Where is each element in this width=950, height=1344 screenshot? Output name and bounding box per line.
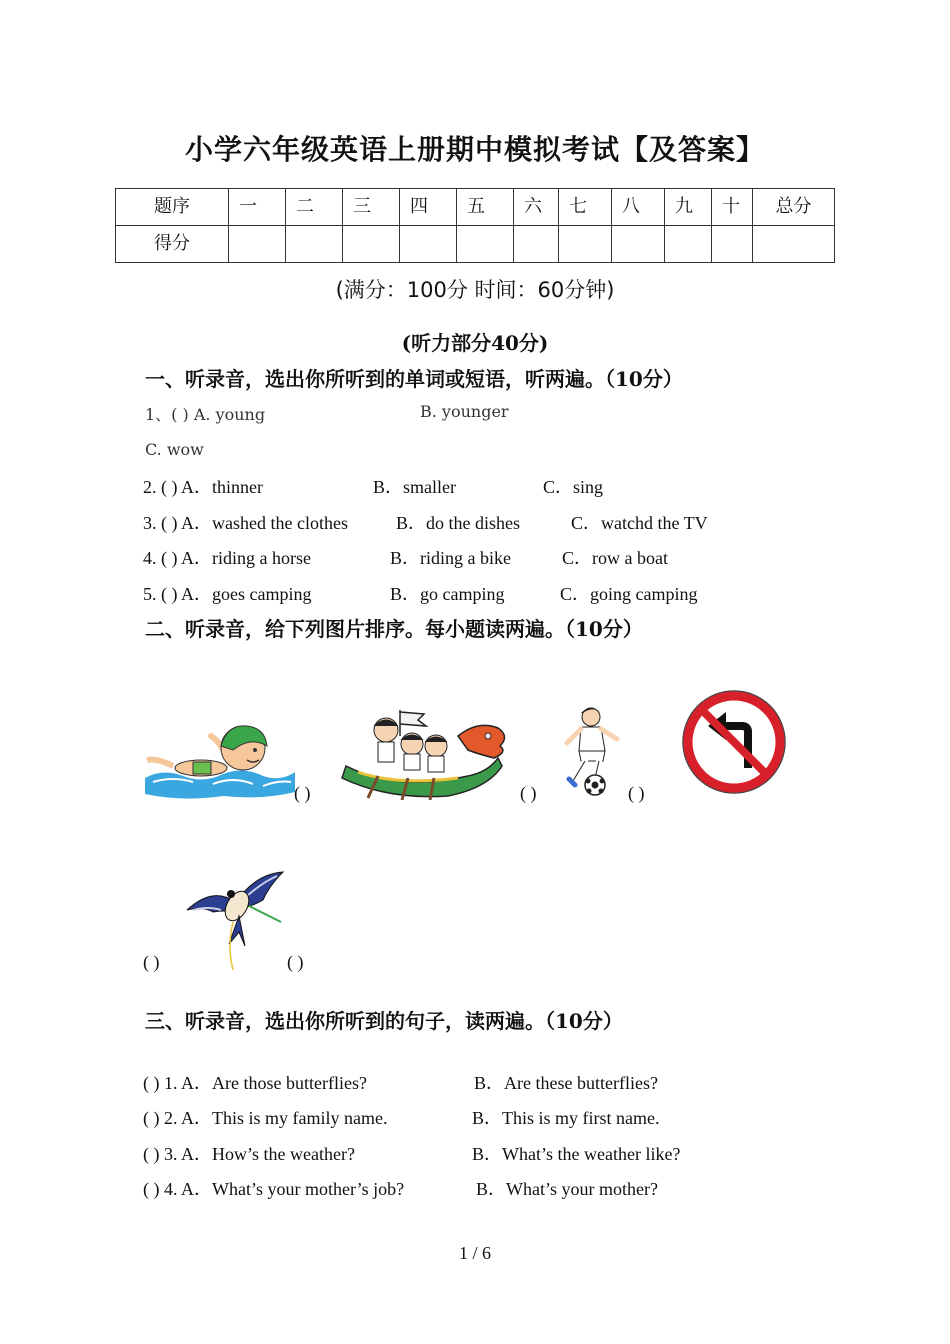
order-blank-2[interactable]: ( ): [520, 783, 537, 803]
cell-6: 六: [514, 189, 559, 226]
score-cell[interactable]: [286, 226, 343, 263]
no-left-turn-sign-image: [680, 688, 788, 796]
s3-item-4-a: ( ) 4. A．What’s your mother’s job?: [143, 1179, 405, 1199]
score-cell[interactable]: [229, 226, 286, 263]
score-cell[interactable]: [559, 226, 612, 263]
q4-option-a: 4. ( ) A．riding a horse: [143, 548, 311, 568]
q3-option-a: 3. ( ) A．washed the clothes: [143, 513, 348, 533]
cell-7: 七: [559, 189, 612, 226]
cell-2: 二: [286, 189, 343, 226]
cell-total: 总分: [753, 189, 835, 226]
listening-header: (听力部分40分): [401, 331, 549, 355]
q2-option-a: 2. ( ) A．thinner: [143, 477, 263, 497]
score-cell[interactable]: [343, 226, 400, 263]
score-cell[interactable]: [612, 226, 665, 263]
score-table: [115, 188, 835, 263]
q4-option-c: C．row a boat: [562, 548, 668, 568]
q5-option-a: 5. ( ) A．goes camping: [143, 584, 312, 604]
score-cell[interactable]: [514, 226, 559, 263]
section3-heading: 三、听录音，选出你所听到的句子，读两遍。（10分）: [145, 1009, 623, 1033]
cell-5: 五: [457, 189, 514, 226]
s3-item-1-a: ( ) 1. A．Are those butterflies?: [143, 1073, 367, 1093]
cell-8: 八: [612, 189, 665, 226]
swimmer-image: [143, 720, 298, 802]
cell-3: 三: [343, 189, 400, 226]
section2-heading: 二、听录音，给下列图片排序。每小题读两遍。（10分）: [145, 617, 643, 641]
q5-option-c: C．going camping: [560, 584, 698, 604]
order-blank-1[interactable]: ( ): [294, 783, 311, 803]
s3-item-2-b: B．This is my first name.: [472, 1108, 660, 1128]
q4-option-b: B．riding a bike: [390, 548, 511, 568]
s3-item-4-b: B．What’s your mother?: [476, 1179, 658, 1199]
q2-option-b: B．smaller: [373, 477, 456, 497]
s3-item-1-b: B．Are these butterflies?: [474, 1073, 658, 1093]
cell-9: 九: [665, 189, 712, 226]
s3-item-2-a: ( ) 2. A．This is my family name.: [143, 1108, 388, 1128]
q3-option-b: B．do the dishes: [396, 513, 520, 533]
score-cell[interactable]: [457, 226, 514, 263]
score-cell[interactable]: [665, 226, 712, 263]
q2-option-c: C．sing: [543, 477, 604, 497]
q5-option-b: B．go camping: [390, 584, 505, 604]
cell-10: 十: [712, 189, 753, 226]
page-number: 1 / 6: [458, 1243, 491, 1263]
order-blank-4[interactable]: ( ): [143, 952, 160, 972]
s3-item-3-b: B．What’s the weather like?: [472, 1144, 681, 1164]
swallow-kite-image: [183, 866, 289, 972]
cell-question-order: 题序: [116, 189, 229, 226]
q1-option-b: B. younger: [420, 402, 509, 421]
page-title: 小学六年级英语上册期中模拟考试【及答案】: [184, 133, 765, 166]
q1-option-c: C. wow: [145, 440, 204, 459]
q1-option-a: 1、( ) A. young: [145, 405, 266, 424]
q3-option-c: C．watchd the TV: [571, 513, 708, 533]
dragon-boat-image: [338, 706, 510, 800]
score-table-header-row: [116, 189, 835, 226]
score-cell[interactable]: [400, 226, 457, 263]
cell-1: 一: [229, 189, 286, 226]
order-blank-5[interactable]: ( ): [287, 952, 304, 972]
score-cell[interactable]: [753, 226, 835, 263]
soccer-player-image: [555, 705, 627, 799]
score-table-score-row: [116, 226, 835, 263]
cell-score-label: 得分: [116, 226, 229, 263]
s3-item-3-a: ( ) 3. A．How’s the weather?: [143, 1144, 355, 1164]
full-mark-time: (满分：100分 时间：60分钟): [335, 278, 615, 302]
score-cell[interactable]: [712, 226, 753, 263]
section1-heading: 一、听录音，选出你所听到的单词或短语，听两遍。（10分）: [145, 367, 683, 391]
cell-4: 四: [400, 189, 457, 226]
order-blank-3[interactable]: ( ): [628, 783, 645, 803]
